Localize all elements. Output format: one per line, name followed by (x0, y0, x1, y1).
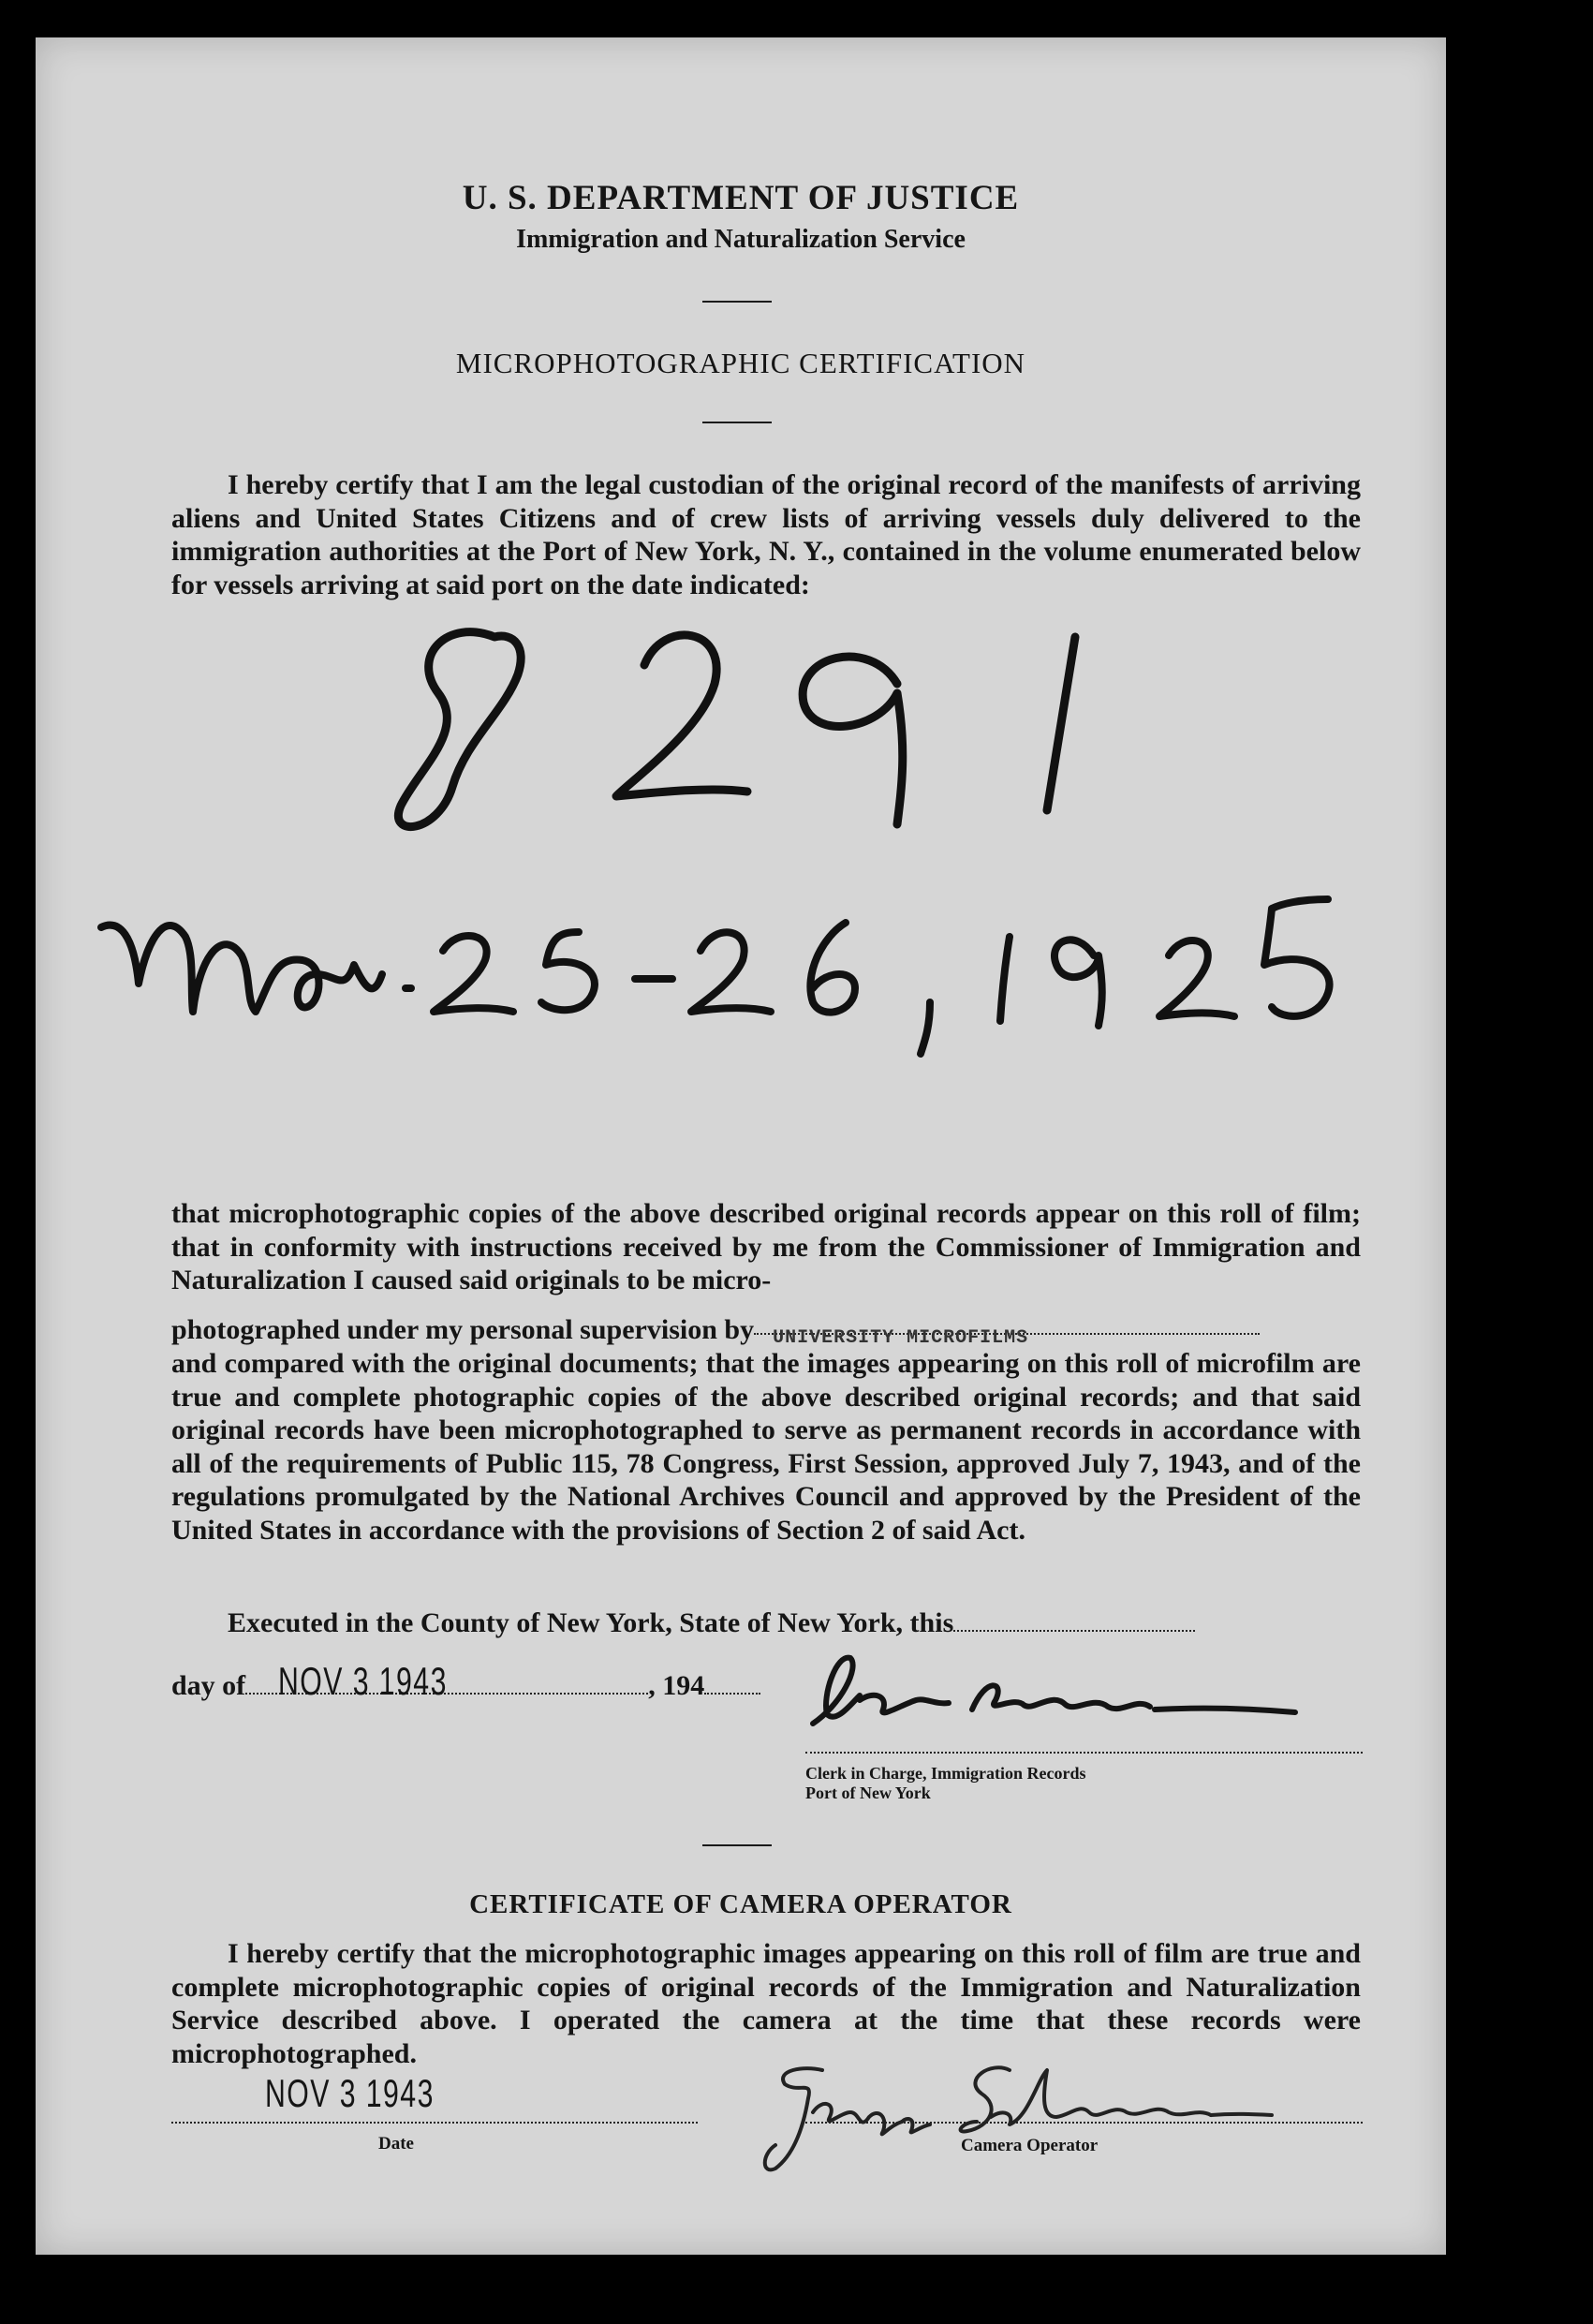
divider-top (702, 301, 772, 303)
executed-line (171, 1606, 1361, 1640)
certification-heading: MICROPHOTOGRAPHIC CERTIFICATION (455, 347, 1026, 379)
day-of-label: day of (171, 1670, 246, 1701)
year-label: , 194 (648, 1670, 705, 1701)
department-title: U. S. DEPARTMENT OF JUSTICE (462, 179, 1020, 217)
divider-camera (702, 1844, 772, 1846)
handwritten-volume-number (354, 600, 1197, 843)
date-line (171, 2122, 698, 2124)
camera-operator-paragraph: I hereby certify that the microphotographic images appearing on this roll of film are true and complete microphotographic copies of original records of the Immigration and Naturalization Service described above. I operated the camera at the time that these records were microphotographed. (171, 1938, 1361, 2069)
supervision-lead: photographed under my personal supervision by (171, 1314, 755, 1345)
camera-operator-heading: CERTIFICATE OF CAMERA OPERATOR (469, 1889, 1012, 1919)
stamped-date-executed: NOV 3 1943 (278, 1659, 449, 1703)
camera-operator-signature (719, 2042, 1300, 2183)
clerk-port: Port of New York (805, 1784, 931, 1802)
stamped-date-camera: NOV 3 1943 (265, 2071, 435, 2115)
company-dotted-field (754, 1327, 1260, 1349)
executed-text: Executed in the County of New York, State of New York, this (228, 1607, 954, 1638)
divider-heading (702, 422, 772, 423)
day-of-field (245, 1659, 648, 1703)
clerk-signature (785, 1639, 1309, 1742)
handwritten-date-range (82, 871, 1394, 1068)
microphotographic-paragraph-part1: that microphotographic copies of the above described original records appear on this roll of film; that in conformity with instructions received by me from the Commissioner of Immigration and Naturalization I caused said originals to be micro- (171, 1198, 1361, 1295)
service-subtitle: Immigration and Naturalization Service (516, 225, 966, 254)
date-label: Date (378, 2134, 414, 2154)
clerk-signature-line (805, 1752, 1363, 1754)
typed-company-name: UNIVERSITY MICROFILMS (773, 1327, 1029, 1349)
supervision-line (171, 1313, 1361, 1347)
microphotographic-paragraph-part3: and compared with the original documents; that the images appearing on this roll of microfilm are true and complete photographic copies of the above described original records; and that said original records have been microphotographed to serve as permanent records in accordance with all of the requirements of Public 115, 78 Congress, First Session, approved July 7, 1943, and of the regulations promulgated by the National Archives Council and approved by the President of the United States in accordance with the provisions of Section 2 of said Act. (171, 1348, 1361, 1546)
year-field (704, 1693, 760, 1695)
executed-day-field (953, 1630, 1195, 1632)
certificate-page (36, 37, 1446, 2255)
clerk-title: Clerk in Charge, Immigration Records (805, 1764, 1086, 1783)
custodian-paragraph: I hereby certify that I am the legal custodian of the original record of the manifests of arriving aliens and United States Citizens and of crew lists of arriving vessels duly delivered to the immigration authorities at the Port of New York, N. Y., contained in the volume enumerated below for vessels arriving at said port on the date indicated: (171, 469, 1361, 600)
camera-operator-label: Camera Operator (961, 2136, 1099, 2155)
camera-operator-signature-line (805, 2122, 1363, 2124)
